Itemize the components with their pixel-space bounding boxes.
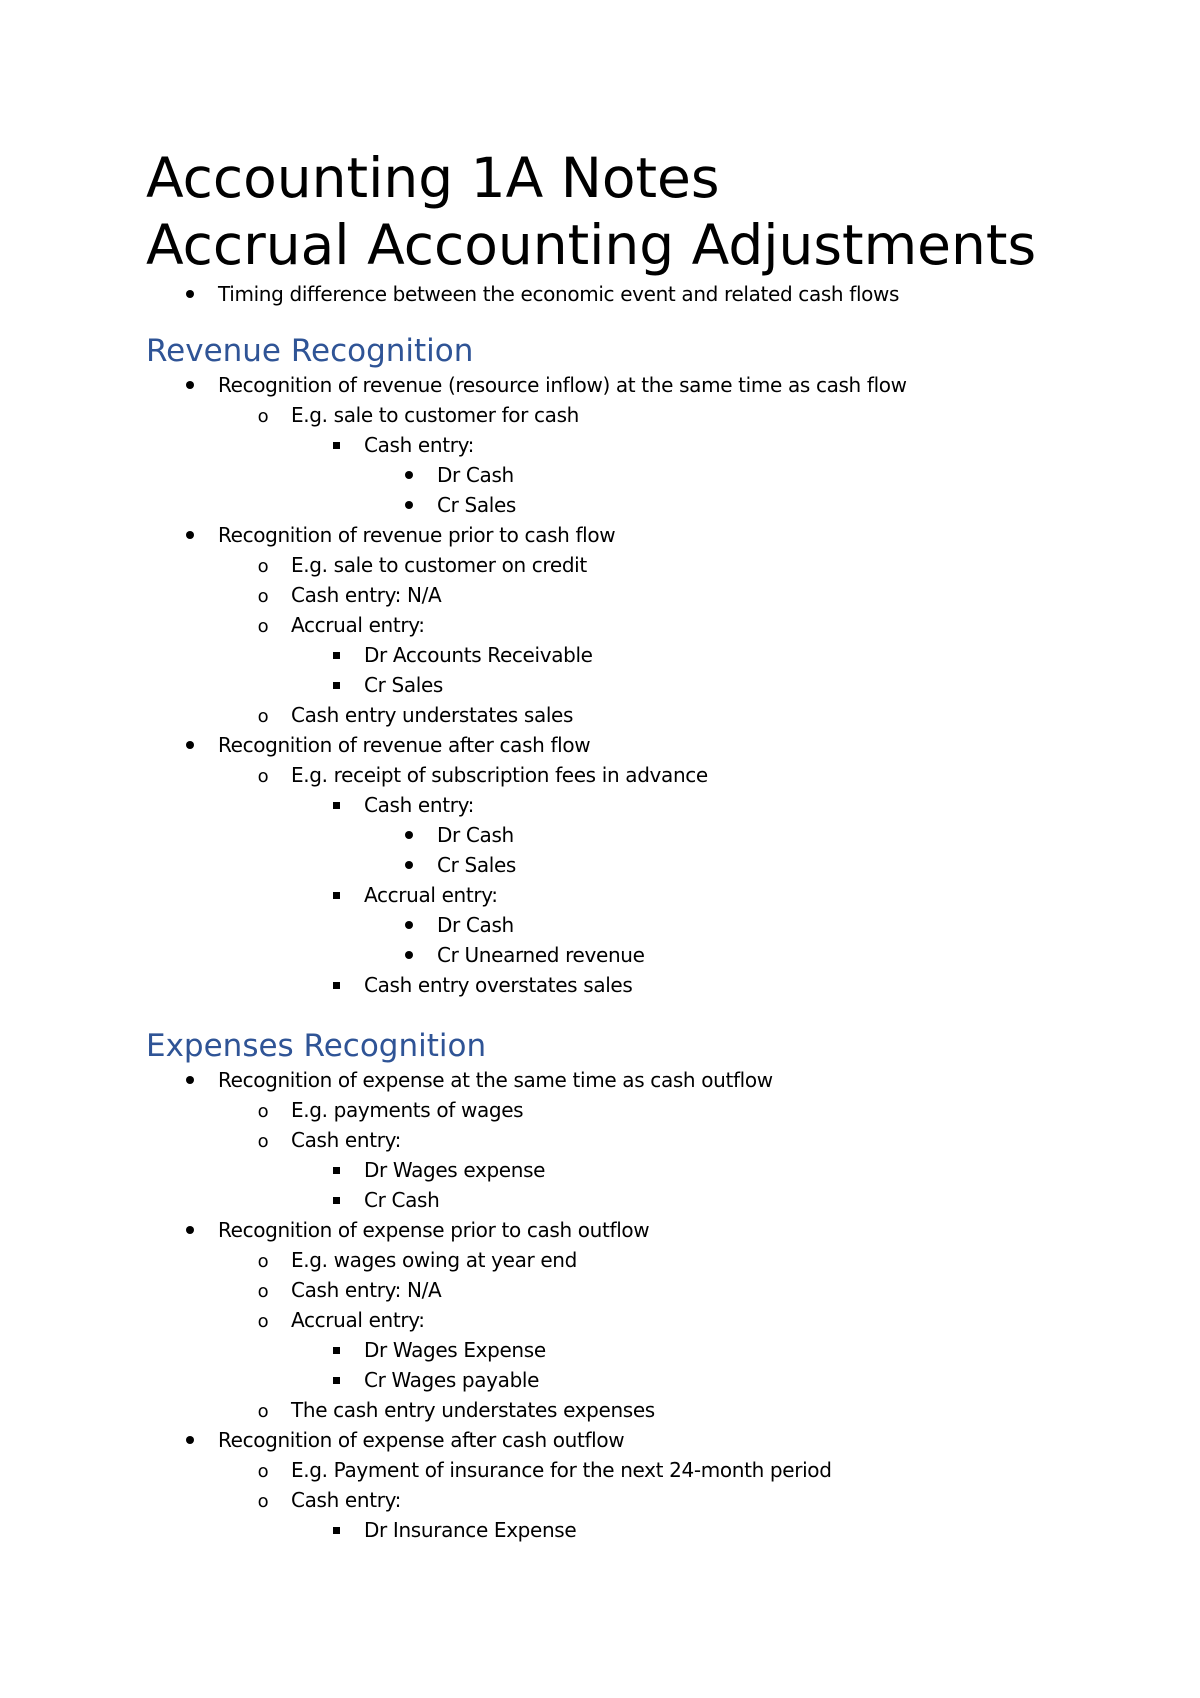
list-item-text: E.g. wages owing at year end bbox=[291, 1248, 577, 1272]
list-item-text: E.g. sale to customer on credit bbox=[291, 553, 587, 577]
square-bullet-icon bbox=[326, 670, 346, 700]
filled-circle-bullet-icon bbox=[399, 910, 419, 940]
filled-circle-bullet-icon bbox=[399, 940, 419, 970]
hollow-circle-bullet-icon: o bbox=[257, 1251, 269, 1272]
list-item-text: Dr Wages Expense bbox=[364, 1338, 546, 1362]
list-item bbox=[0, 370, 1200, 400]
filled-circle-bullet-icon bbox=[399, 490, 419, 520]
list-item-text: Recognition of revenue (resource inflow) at the same time as cash flow bbox=[218, 373, 907, 397]
list-item bbox=[0, 1275, 1200, 1305]
square-bullet-icon bbox=[326, 970, 346, 1000]
document-title: Accounting 1A Notes bbox=[146, 146, 720, 210]
list-item bbox=[0, 1335, 1200, 1365]
list-item-text: Cash entry overstates sales bbox=[364, 973, 633, 997]
list-item-text: Cash entry: bbox=[291, 1488, 401, 1512]
list-item-text: Cr Cash bbox=[364, 1188, 440, 1212]
hollow-circle-bullet-icon: o bbox=[257, 1491, 269, 1512]
list-item bbox=[0, 880, 1200, 910]
square-bullet-icon bbox=[326, 790, 346, 820]
list-item-text: Accrual entry: bbox=[364, 883, 498, 907]
list-item bbox=[0, 1185, 1200, 1215]
list-item bbox=[0, 1155, 1200, 1185]
list-item bbox=[0, 670, 1200, 700]
filled-circle-bullet-icon bbox=[180, 1065, 200, 1095]
list-item-text: Recognition of revenue after cash flow bbox=[218, 733, 591, 757]
section-list-revenue bbox=[0, 370, 1200, 1000]
list-item bbox=[0, 700, 1200, 730]
list-item-text: Dr Cash bbox=[437, 913, 514, 937]
list-item-text: Recognition of expense prior to cash outflow bbox=[218, 1218, 650, 1242]
section-heading-expenses-recognition: Expenses Recognition bbox=[146, 1028, 487, 1064]
hollow-circle-bullet-icon: o bbox=[257, 1461, 269, 1482]
list-item-text: Cash entry: N/A bbox=[291, 583, 442, 607]
hollow-circle-bullet-icon: o bbox=[257, 706, 269, 727]
square-bullet-icon bbox=[326, 880, 346, 910]
hollow-circle-bullet-icon: o bbox=[257, 1101, 269, 1122]
list-item bbox=[0, 1365, 1200, 1395]
list-item-text: Accrual entry: bbox=[291, 1308, 425, 1332]
filled-circle-bullet-icon bbox=[180, 1215, 200, 1245]
list-item-text: Recognition of expense after cash outflow bbox=[218, 1428, 625, 1452]
square-bullet-icon bbox=[326, 430, 346, 460]
square-bullet-icon bbox=[326, 640, 346, 670]
list-item bbox=[0, 460, 1200, 490]
list-item bbox=[0, 1395, 1200, 1425]
list-item bbox=[0, 640, 1200, 670]
list-item bbox=[0, 1515, 1200, 1545]
list-item bbox=[0, 1305, 1200, 1335]
list-item bbox=[0, 760, 1200, 790]
list-item bbox=[0, 970, 1200, 1000]
square-bullet-icon bbox=[326, 1335, 346, 1365]
filled-circle-bullet-icon bbox=[399, 820, 419, 850]
list-item bbox=[0, 1455, 1200, 1485]
hollow-circle-bullet-icon: o bbox=[257, 586, 269, 607]
filled-circle-bullet-icon bbox=[399, 460, 419, 490]
hollow-circle-bullet-icon: o bbox=[257, 1131, 269, 1152]
list-item-text: Accrual entry: bbox=[291, 613, 425, 637]
document-subtitle: Accrual Accounting Adjustments bbox=[146, 213, 1037, 277]
list-item-text: Timing difference between the economic event and related cash flows bbox=[218, 282, 900, 306]
list-item-text: The cash entry understates expenses bbox=[291, 1398, 655, 1422]
list-item-text: Dr Wages expense bbox=[364, 1158, 546, 1182]
filled-circle-bullet-icon bbox=[180, 370, 200, 400]
hollow-circle-bullet-icon: o bbox=[257, 556, 269, 577]
square-bullet-icon bbox=[326, 1185, 346, 1215]
list-item-text: Cr Sales bbox=[437, 493, 516, 517]
list-item-text: Cr Wages payable bbox=[364, 1368, 540, 1392]
list-item bbox=[0, 490, 1200, 520]
list-item-text: E.g. payments of wages bbox=[291, 1098, 524, 1122]
list-item-text: E.g. sale to customer for cash bbox=[291, 403, 579, 427]
intro-list bbox=[0, 279, 1200, 309]
list-item bbox=[0, 910, 1200, 940]
list-item-text: Cr Sales bbox=[437, 853, 516, 877]
filled-circle-bullet-icon bbox=[180, 730, 200, 760]
list-item-text: Recognition of expense at the same time as cash outflow bbox=[218, 1068, 773, 1092]
list-item bbox=[0, 430, 1200, 460]
list-item-text: Dr Cash bbox=[437, 463, 514, 487]
hollow-circle-bullet-icon: o bbox=[257, 1401, 269, 1422]
section-heading-revenue-recognition: Revenue Recognition bbox=[146, 333, 474, 369]
list-item bbox=[0, 1485, 1200, 1515]
square-bullet-icon bbox=[326, 1365, 346, 1395]
filled-circle-bullet-icon bbox=[180, 1425, 200, 1455]
list-item-text: Recognition of revenue prior to cash flow bbox=[218, 523, 616, 547]
list-item-text: Cr Sales bbox=[364, 673, 443, 697]
list-item bbox=[0, 400, 1200, 430]
list-item bbox=[0, 279, 1200, 309]
list-item-text: Cash entry: N/A bbox=[291, 1278, 442, 1302]
list-item bbox=[0, 1095, 1200, 1125]
filled-circle-bullet-icon bbox=[399, 850, 419, 880]
list-item bbox=[0, 730, 1200, 760]
list-item bbox=[0, 940, 1200, 970]
list-item bbox=[0, 1125, 1200, 1155]
list-item-text: Cash entry: bbox=[364, 433, 474, 457]
hollow-circle-bullet-icon: o bbox=[257, 766, 269, 787]
list-item-text: Cr Unearned revenue bbox=[437, 943, 645, 967]
list-item bbox=[0, 790, 1200, 820]
list-item bbox=[0, 580, 1200, 610]
list-item-text: E.g. receipt of subscription fees in advance bbox=[291, 763, 708, 787]
list-item-text: Cash entry understates sales bbox=[291, 703, 574, 727]
filled-circle-bullet-icon bbox=[180, 520, 200, 550]
list-item bbox=[0, 1065, 1200, 1095]
list-item-text: Dr Insurance Expense bbox=[364, 1518, 577, 1542]
section-list-expenses bbox=[0, 1065, 1200, 1545]
list-item bbox=[0, 1215, 1200, 1245]
hollow-circle-bullet-icon: o bbox=[257, 1311, 269, 1332]
list-item bbox=[0, 1245, 1200, 1275]
list-item-text: E.g. Payment of insurance for the next 24-month period bbox=[291, 1458, 832, 1482]
list-item bbox=[0, 850, 1200, 880]
square-bullet-icon bbox=[326, 1515, 346, 1545]
list-item-text: Cash entry: bbox=[291, 1128, 401, 1152]
list-item bbox=[0, 1425, 1200, 1455]
list-item bbox=[0, 610, 1200, 640]
list-item bbox=[0, 550, 1200, 580]
square-bullet-icon bbox=[326, 1155, 346, 1185]
hollow-circle-bullet-icon: o bbox=[257, 406, 269, 427]
list-item-text: Dr Cash bbox=[437, 823, 514, 847]
list-item bbox=[0, 820, 1200, 850]
filled-circle-bullet-icon bbox=[180, 279, 200, 309]
list-item-text: Cash entry: bbox=[364, 793, 474, 817]
hollow-circle-bullet-icon: o bbox=[257, 616, 269, 637]
list-item-text: Dr Accounts Receivable bbox=[364, 643, 593, 667]
list-item bbox=[0, 520, 1200, 550]
hollow-circle-bullet-icon: o bbox=[257, 1281, 269, 1302]
